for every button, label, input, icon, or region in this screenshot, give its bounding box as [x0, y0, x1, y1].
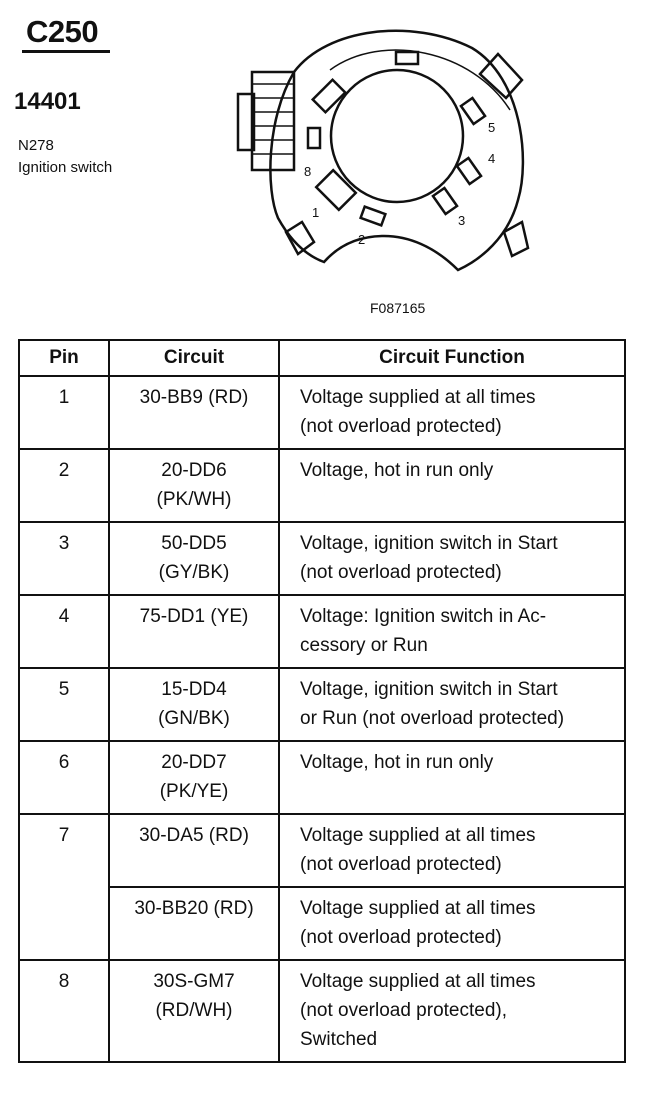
- table-row: [19, 449, 625, 522]
- pin-slot: [316, 170, 356, 210]
- pin-cell: 1: [19, 376, 109, 449]
- function-cell: Voltage, ignition switch in Start or Run (not overload protected): [279, 668, 625, 741]
- function-cell: Voltage supplied at all times (not overload protected): [279, 814, 625, 887]
- figure-id: F087165: [370, 300, 426, 316]
- pin-cell: 5: [19, 668, 109, 741]
- circuit-cell: 30S-GM7 (RD/WH): [109, 960, 279, 1062]
- table-row: [19, 595, 625, 668]
- function-cell: Voltage, hot in run only: [279, 449, 625, 522]
- component-code: N278: [18, 137, 54, 154]
- table-row: [19, 960, 625, 1062]
- pin-label-2: 2: [358, 232, 366, 247]
- header-circuit: Circuit: [109, 340, 279, 376]
- pin-slot: [313, 80, 346, 113]
- circuit-cell: 20-DD6 (PK/WH): [109, 449, 279, 522]
- function-cell: Voltage supplied at all times (not overload protected): [279, 376, 625, 449]
- pin-slot: [396, 52, 418, 64]
- pin-table: [18, 339, 626, 1063]
- pin-slot: [461, 98, 485, 124]
- pin-label-3: 3: [458, 213, 466, 228]
- table-row: [19, 522, 625, 595]
- housing-inner-arc: [330, 50, 510, 110]
- pin-cell: 3: [19, 522, 109, 595]
- circuit-cell: 20-DD7 (PK/YE): [109, 741, 279, 814]
- pin-label-5: 5: [488, 120, 496, 135]
- pin-label-1: 1: [312, 205, 320, 220]
- pin-slot: [361, 207, 386, 226]
- header-circuit-function: Circuit Function: [279, 340, 625, 376]
- table-row: [19, 668, 625, 741]
- table-row: [19, 814, 625, 887]
- table-row: [19, 887, 625, 960]
- connector-id-underline: [22, 50, 110, 53]
- pin-slot: [433, 188, 457, 214]
- connector-diagram: [222, 10, 542, 300]
- table-header-row: [19, 340, 625, 376]
- table-row: [19, 376, 625, 449]
- pin-slot: [457, 158, 481, 184]
- pin-cell: 2: [19, 449, 109, 522]
- function-cell: Voltage: Ignition switch in Ac- cessory or Run: [279, 595, 625, 668]
- function-cell: Voltage, hot in run only: [279, 741, 625, 814]
- component-name: Ignition switch: [18, 159, 113, 176]
- pin-cell: 8: [19, 960, 109, 1062]
- header-pin: Pin: [19, 340, 109, 376]
- circuit-cell: 30-BB9 (RD): [109, 376, 279, 449]
- circuit-cell: 75-DD1 (YE): [109, 595, 279, 668]
- pin-cell: 4: [19, 595, 109, 668]
- circuit-cell: 30-BB20 (RD): [109, 887, 279, 960]
- function-cell: Voltage, ignition switch in Start (not overload protected): [279, 522, 625, 595]
- center-hole: [331, 70, 463, 202]
- function-cell: Voltage supplied at all times (not overload protected), Switched: [279, 960, 625, 1062]
- pin-cell: 6: [19, 741, 109, 814]
- circuit-cell: 30-DA5 (RD): [109, 814, 279, 887]
- circuit-cell: 50-DD5 (GY/BK): [109, 522, 279, 595]
- pin-label-4: 4: [488, 151, 496, 166]
- function-cell: Voltage supplied at all times (not overload protected): [279, 887, 625, 960]
- table-row: [19, 741, 625, 814]
- pin-cell: 7: [19, 814, 109, 960]
- connector-id: C250: [26, 14, 99, 49]
- part-number: 14401: [14, 88, 81, 115]
- pin-slot: [308, 128, 320, 148]
- pin-label-8: 8: [304, 164, 312, 179]
- circuit-cell: 15-DD4 (GN/BK): [109, 668, 279, 741]
